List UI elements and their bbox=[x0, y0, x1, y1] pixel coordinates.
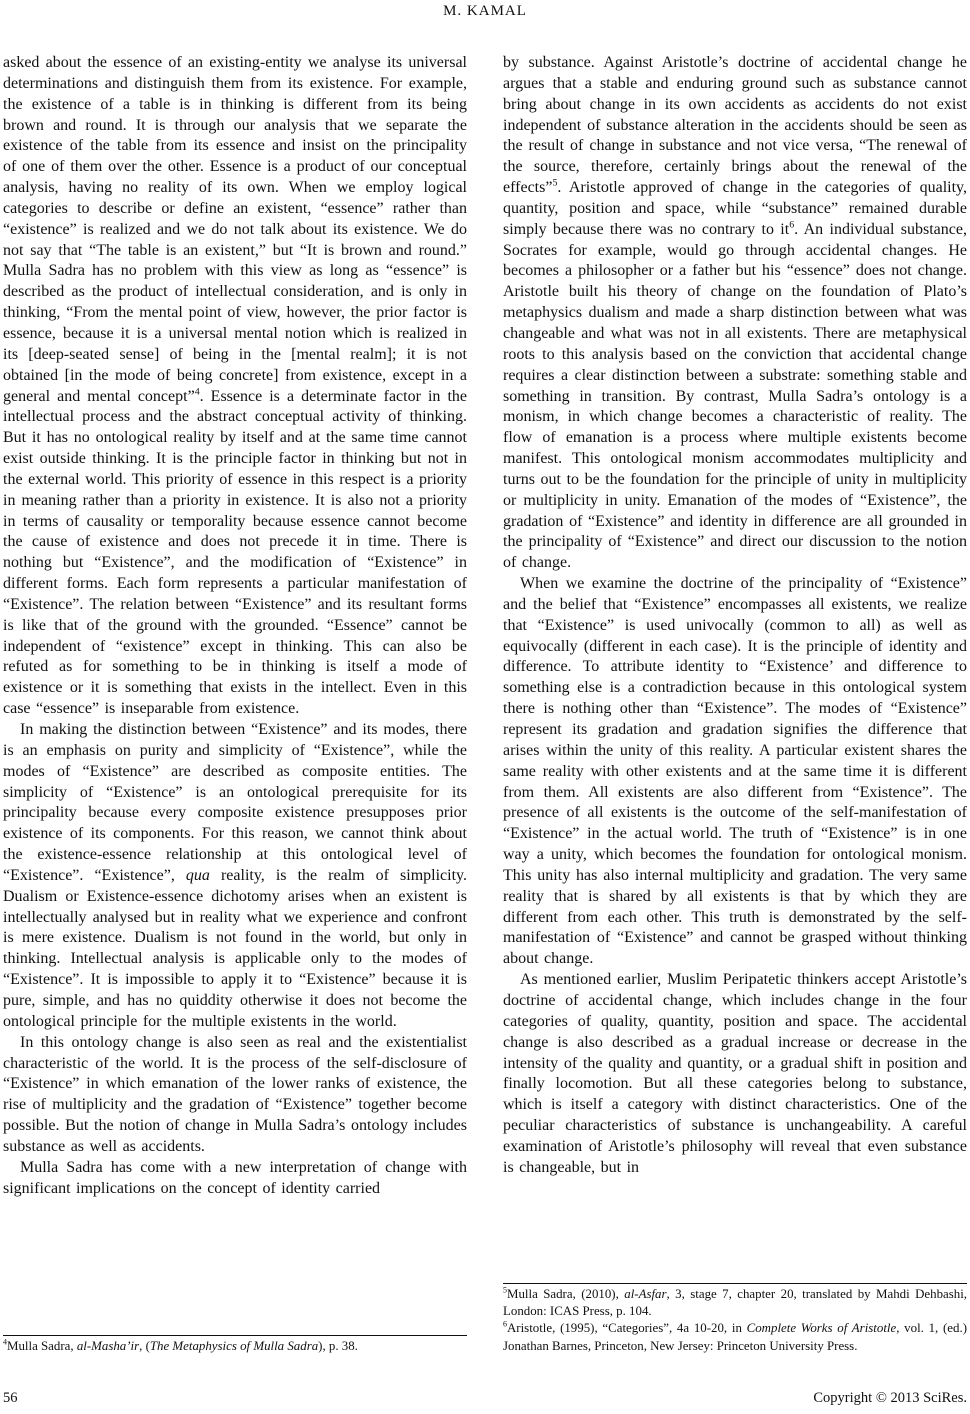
left-paragraph-2: In making the distinction between “Existence” and its modes, there is an emphasis on purity and simplicity of “Existence”, while the modes of “Existence” are described as composite entities. The simplicity of “Existence” is an ontological prerequisite for its principality because every composite existence presupposes prior existence of its components. For this reason, we cannot think about the existence-essence relationship at this ontological level of “Existence”. “Existence”, qua reality, is the realm of simplicity. Dualism or Existence-essence dichotomy arises when an existent is intellectually analysed but in reality what we experience and confront is mere existence. Dualism is not found in the world, but only in thinking. Intellectual analysis is applicable only to the modes of “Existence”. It is impossible to apply it to “Existence” because it is pure, simple, and has no quiddity otherwise it does not become the ontological principle for the multiple existents in the world. bbox=[3, 721, 467, 1030]
left-paragraph-4: Mulla Sadra has come with a new interpretation of change with significant implications on the concept of identity carried bbox=[3, 1158, 467, 1197]
copyright-notice: Copyright © 2013 SciRes. bbox=[813, 1390, 967, 1406]
footnote-6-text: Aristotle, (1995), “Categories”, 4a 10-20, in Complete Works of Aristotle, vol. 1, (ed.) Jonathan Barnes, Princeton, New Jersey: Princeton University Press. bbox=[503, 1321, 967, 1353]
right-footnote-block bbox=[503, 1283, 967, 1355]
right-column-body bbox=[503, 53, 967, 1179]
footnote-4 bbox=[3, 1338, 467, 1355]
page-number: 56 bbox=[3, 1390, 18, 1406]
page-footer bbox=[3, 1390, 967, 1407]
footnote-5-marker: 5 bbox=[503, 1285, 507, 1295]
right-paragraph-1: by substance. Against Aristotle’s doctrine of accidental change he argues that a stable and enduring ground such as substance cannot bring about change in its own accidents as accidents do not exist independent of substance alteration in the accidents should be seen as the result of change in substance and not vice versa, “The renewal of the source, therefore, certainly brings about the renewal of the effects”$^5$. Aristotle approved of change in the categories of quality, quantity, position and space, while “substance” remained durable simply because there was no contrary to $it^6$. An individual substance, Socrates for example, would go through accidental changes. He becomes a philosopher or a father but his “essence” does not change. Aristotle built his theory of change on the foundation of Plato’s metaphysics dualism and made a sharp distinction between what was changeable and what was not in all existents. There are metaphysical roots to this analysis based on the conviction that accidental change requires a clear distinction between a substrate: something stable and something in transition. By contrast, Mulla Sadra’s ontology is a monism, in which change becomes a characteristic of reality. The flow of emanation is a process where multiple existents become manifest. This ontological monism accommodates multiplicity and turns out to be the foundation for the principle of unity in multiplicity or multiplicity in unity. Emanation of the modes of “Existence”, the gradation of “Existence” and identity in difference are all grounded in the principality of “Existence” and direct our discussion to the notion of change. bbox=[503, 54, 967, 572]
footnote-4-marker: 4 bbox=[3, 1337, 7, 1347]
footnote-6 bbox=[503, 1320, 967, 1355]
left-column-body bbox=[3, 53, 467, 1199]
right-paragraph-2: When we examine the doctrine of the principality of “Existence” and the belief that “Existence” encompasses all existents, we realize that “Existence” is used univocally (common to all) as well as equivocally (different in each case). It is the principle of identity and difference. To attribute identity to “Existence’ and difference to something else is a contradiction because in this ontological system there is nothing other than “Existence”. The modes of “Existence” represent its gradation and gradation signifies the difference that arises within the unity of this reality. A particular existent shares the same reality with other existents and at the same time it is different from them. All existents are also different from “Existence”. The presence of all existents is the outcome of the self-manifestation of “Existence” in the actual world. The truth of “Existence” is in one way a unity, which becomes the foundation for ontological monism. This unity has also internal multiplicity and gradation. The very same reality that is shared by all existents is that by which they are different from each other. This truth is demonstrated by the self-manifestation of “Existence” and cannot be grasped without thinking about change. bbox=[503, 575, 967, 968]
footnote-6-marker: 6 bbox=[503, 1320, 507, 1330]
right-column bbox=[503, 53, 967, 1355]
left-footnote-block bbox=[3, 1335, 467, 1355]
footnote-4-text: Mulla Sadra, al-Masha’ir, (The Metaphysics of Mulla Sadra), p. 38. bbox=[7, 1338, 358, 1353]
footnote-5-text: Mulla Sadra, (2010), al-Asfar, 3, stage 7, chapter 20, translated by Mahdi Dehbashi, London: ICAS Press, p. 104. bbox=[503, 1286, 968, 1319]
footnote-5 bbox=[503, 1286, 967, 1321]
left-column bbox=[3, 53, 467, 1355]
text-columns bbox=[3, 53, 967, 1355]
left-paragraph-3: In this ontology change is also seen as real and the existentialist characteristic of the world. It is the process of the self-disclosure of “Existence” in which emanation of the lower ranks of existence, the rise of multiplicity and the gradation of “Existence” together become possible. But the notion of change in Mulla Sadra’s ontology includes substance as well as accidents. bbox=[3, 1033, 467, 1155]
right-paragraph-3: As mentioned earlier, Muslim Peripatetic thinkers accept Aristotle’s doctrine of accidental change, which includes change in the four categories of quality, quantity, position and space. The accidental change is also described as a gradual increase or decrease in the intensity of the quality and quantity, or a gradual shift in position and finally locomotion. But all these categories belong to substance, which is itself a category with distinct characteristics. One of the peculiar characteristics of substance is unchangeability. A careful examination of Aristotle’s philosophy will reveal that even substance is changeable, but in bbox=[503, 971, 967, 1176]
left-paragraph-1: asked about the essence of an existing-entity we analyse its universal determinations and distinguish them from its existence. For example, the existence of a table is in thinking is different from its being brown and round. It is through our analysis that we separate the existence of the table from its essence and insist on the principality of one of them over the other. Essence is a product of our conceptual analysis, having no reality of its own. When we employ logical categories to describe or define an existent, “essence” rather than “existence” is realized and we do not talk about its existence. We do not say that “The table is an existent,” but “It is brown and round.” Mulla Sadra has no problem with this view as long as “essence” is described as the product of intellectual consideration, and is only in thinking, “From the mental point of view, however, the prior factor is essence, because it is a universal mental notion which is realized in its [deep-seated sense] of being in the [mental realm]; it is not obtained [in the mode of being concrete] from existence, except in a general and mental concept”$^4$. Essence is a determinate factor in the intellectual process and the abstract conceptual activity of thinking. But it has no ontological reality by itself and at the same time cannot exist outside thinking. It is the principle factor in thinking but not in the external world. This priority of essence in this respect is a priority in meaning rather than a priority in existence. It is also not a priority in terms of causality or temporality because essence cannot become the cause of existence and does not precede it in time. There is nothing but “Existence”, and the modification of “Existence” in different forms. Each form represents a particular manifestation of “Existence”. The relation between “Existence” and its resultant forms is like that of the ground with the grounded. “Essence” cannot be independent of “existence” except in thinking. This can also be refuted as for something to be in thinking is itself a mode of existence or it is something that exists in the intellect. Even in this case “essence” is inseparable from existence. bbox=[3, 54, 467, 718]
running-head: M. KAMAL bbox=[443, 3, 527, 19]
